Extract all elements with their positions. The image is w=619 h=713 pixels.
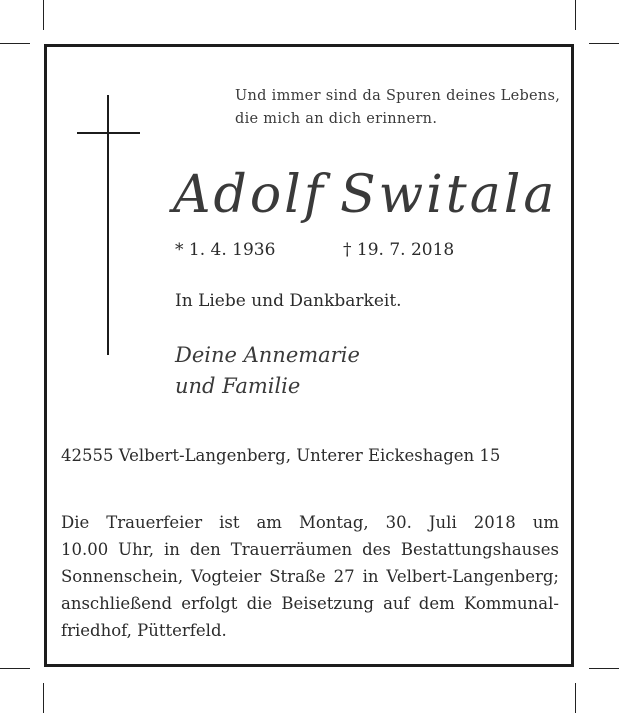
- crop-mark-bottom-left: [43, 683, 44, 713]
- crop-mark-right-bottom: [589, 668, 619, 669]
- crop-mark-right-top: [589, 43, 619, 44]
- first-name: Adolf: [173, 165, 327, 225]
- cross-icon-vertical: [107, 95, 109, 355]
- service-line: Die Trauerfeier ist am Montag, 30. Juli 2018 um: [61, 513, 559, 532]
- cross-icon-horizontal: [77, 132, 140, 134]
- crop-mark-top-right: [575, 0, 576, 30]
- signature: [175, 340, 360, 402]
- quote-line-2: die mich an dich erinnern.: [235, 111, 438, 127]
- service-details: [61, 509, 559, 644]
- crop-mark-bottom-right: [575, 683, 576, 713]
- quote-line-1: Und immer sind da Spuren deines Lebens,: [235, 88, 561, 104]
- last-name: Switala: [340, 165, 558, 225]
- service-line: Sonnenschein, Vogteier Straße 27 in Velbert-Langenberg;: [61, 567, 559, 586]
- service-line: friedhof, Pütterfeld.: [61, 621, 227, 640]
- memorial-quote: [235, 85, 565, 131]
- signature-line-2: und Familie: [175, 374, 301, 398]
- signature-line-1: Deine Annemarie: [175, 343, 360, 367]
- deceased-name: [173, 165, 557, 225]
- death-date: † 19. 7. 2018: [343, 240, 455, 260]
- crop-mark-left-top: [0, 43, 30, 44]
- birth-date: * 1. 4. 1936: [175, 240, 276, 260]
- crop-mark-left-bottom: [0, 668, 30, 669]
- obituary-frame: [44, 44, 574, 667]
- gratitude-line: In Liebe und Dankbarkeit.: [175, 291, 402, 311]
- crop-mark-top-left: [43, 0, 44, 30]
- address: 42555 Velbert-Langenberg, Unterer Eickeshagen 15: [61, 446, 501, 465]
- service-line: anschließend erfolgt die Beisetzung auf dem Kommunal-: [61, 594, 559, 613]
- service-line: 10.00 Uhr, in den Trauerräumen des Bestattungshauses: [61, 540, 559, 559]
